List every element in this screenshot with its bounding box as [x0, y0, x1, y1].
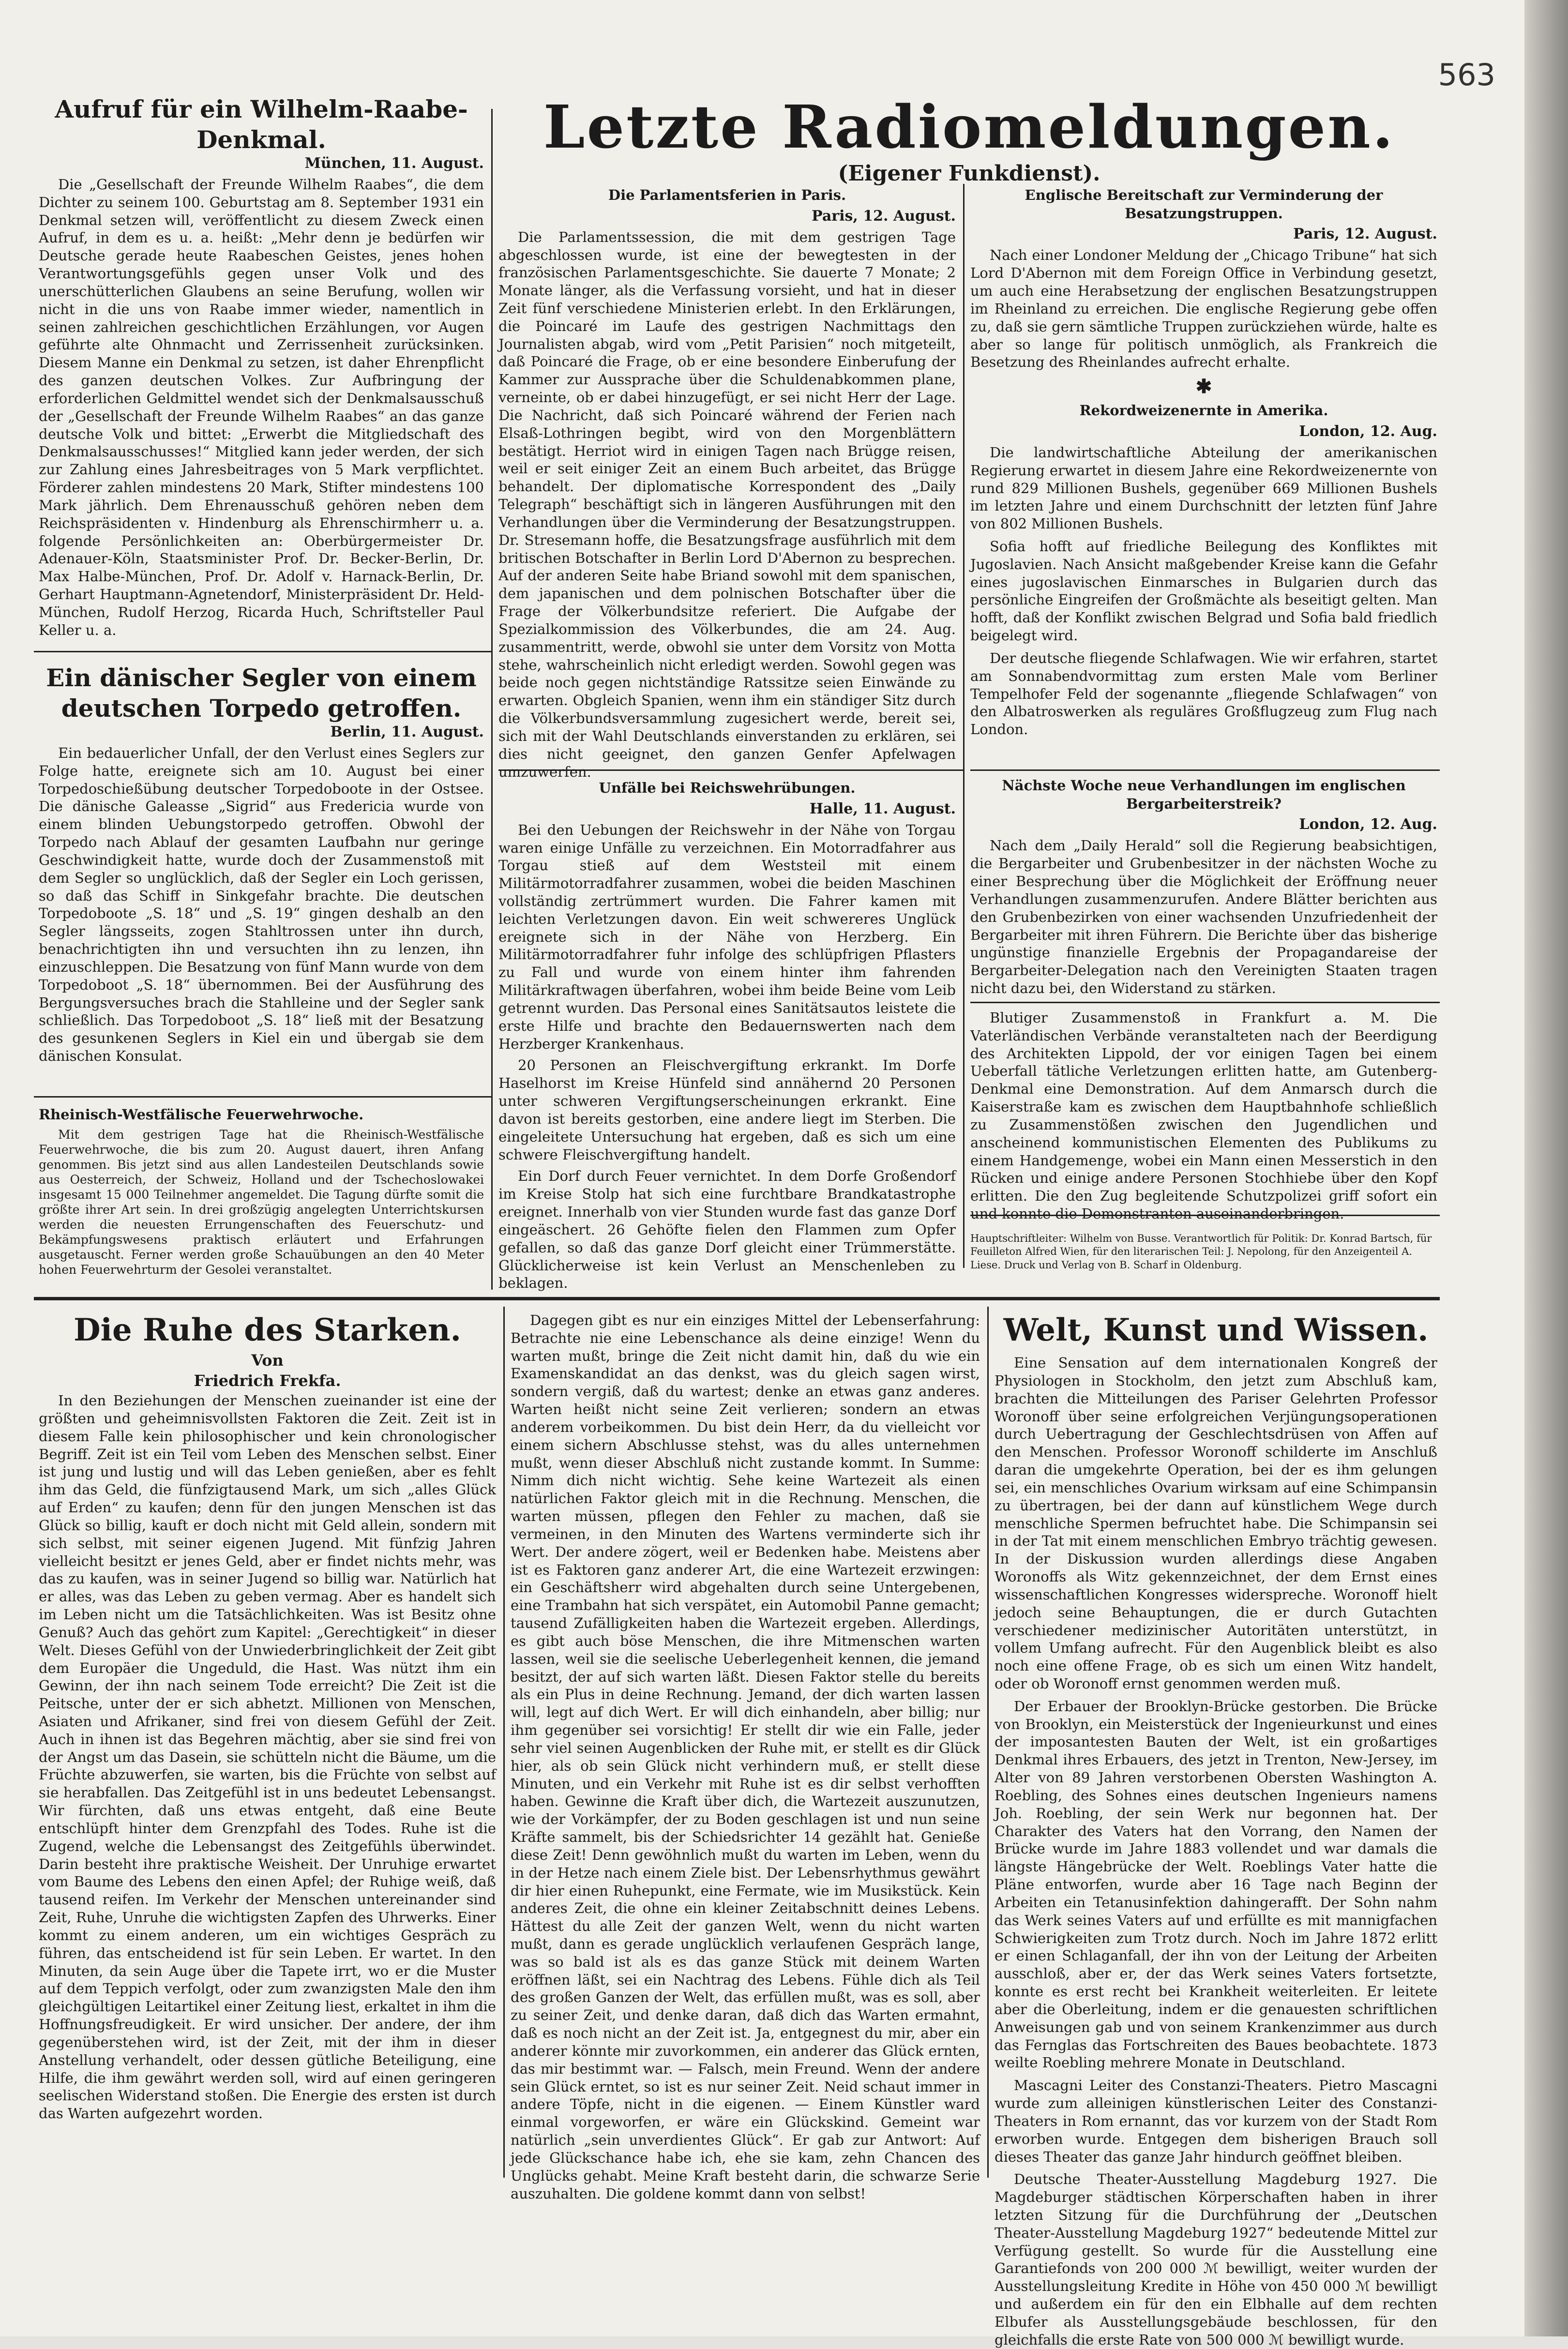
segler-dateline: Berlin, 11. August. [330, 723, 484, 740]
segler-body: Ein bedauerlicher Unfall, der den Verlust eines Seglers zur Folge hatte, ereignete sich am 10. August bei einer Torpedoschießübung deutscher Torpedoboote in der Ostsee. Die dänische Galeasse „Sigrid“ aus Fredericia wurde von einem blinden Uebungstorpedo getroffen. Obwohl der Torpedo nach Ablauf der gesamten Laufbahn nur geringe Geschwindigkeit hatte, wurde doch der Zusammenstoß mit dem Segler so unglücklich, daß der Segler ein Loch gerissen, so daß das Schiff in Sinkgefahr brachte. Die deutschen Torpedoboote „S. 18“ und „S. 19“ gingen deshalb an den Segler längsseits, zogen Stahltrossen unter ihn durch, benachrichtigten ihn und versuchten ihn zu lenzen, ihn einzuschleppen. Die Besatzung von fünf Mann wurde von dem Torpedoboot „S. 18“ übernommen. Bei der Ausführung des Bergungsversuches brach die Stahlleine und der Segler sank schließlich. Das Torpedoboot „S. 18“ ließ mit der Besatzung des gesunkenen Seglers in Kiel ein und übergab sie dem dänischen Konsulat. [39, 745, 484, 1065]
welt-item: Mascagni Leiter des Constanzi-Theaters. Pietro Mascagni wurde zum alleinigen künstlerischen Leiter des Constanzi-Theaters in Rom ernannt, das vor kurzem von der Stadt Rom erworben wurde. Entgegen dem bisherigen Brauch soll dieses Theater das ganze Jahr hindurch geöffnet bleiben. [995, 2077, 1437, 2165]
frankfurt-body: Blutiger Zusammenstoß in Frankfurt a. M. Die Vaterländischen Verbände veranstalteten nach der Beerdigung des Architekten Lippold, der vor einigen Tagen bei einem Ueberfall tätliche Verletzungen erlitten hatte, am Gutenberg-Denkmal eine Demonstration. Auf dem Anmarsch durch die Kaiserstraße kam es zwischen dem Hauptbahnhofe schließlich zu Zusammenstößen zwischen den Jugendlichen und anscheinend kommunistischen Elementen des Publikums zu einem Handgemenge, wobei ein Mann einen Messerstich in den Rücken und einige andere Personen Stochhiebe über den Kopf erlitten. Die den Zug begleitende Schutzpolizei griff sofort ein und konnte die Demonstranten auseinanderbringen. [970, 1009, 1437, 1222]
ruhe-body-2: Dagegen gibt es nur ein einziges Mittel der Lebenserfahrung: Betrachte nie eine Lebenschance als deine einzige! Wenn du warten mußt, bringe die Zeit nicht damit hin, daß du wie ein Examenskandidat an das denkst, was du gleich sagen wirst, sondern vergiß, daß du wartest; denke an etwas ganz anderes. Warten heißt nicht seine Zeit verlieren; sondern an etwas anderem vorbeikommen. Du bist dein Herr, da du vielleicht vor einem sichern Abschlusse stehst, was du alles unternehmen mußt, wenn dieser Abschluß nicht zustande kommt. In Summe: Nimm dich nicht wichtig. Sehe keine Wartezeit als einen natürlichen Faktor gleich mit in die Rechnung. Menschen, die warten müssen, pflegen den Fehler zu machen, daß sie vermeinen, in den Minuten des Wartens verminderte sich ihr Wert. Der andere zögert, weil er Bedenken habe. Meistens aber ist es Faktoren ganz anderer Art, die eine Wartezeit erzwingen: ein Geschäftsherr wird abgehalten durch seine Untergebenen, eine Trambahn hat sich verspätet, ein Automobil Panne gemacht; tausend Zufälligkeiten haben die Wartezeit ergeben. Allerdings, es gibt auch böse Menschen, die ihre Mitmenschen warten lassen, weil sie die seelische Ueberlegenheit kennen, die jemand besitzt, der auf sich warten läßt. Diesen Faktor stelle du bereits als ein Plus in deine Rechnung. Jemand, der dich warten lassen will, legt auf dich Wert. Er will dich einhandeln, aber billig; nur ihm gegenüber sei vorsichtig! Er stellt dir wie ein Falle, jeder sehr viel seinen Augenblicken der Ruhe mit, er stellt es dir Glück hier, als ob sein Glück nicht verhindern muß, er stellt diese Minuten, und ein Verkehr mit Ruhe ist es dir selbst verhofften haben. Gewinne die Kraft über dich, die Wartezeit auszunutzen, wie der Vorkämpfer, der zu Boden geschlagen ist und nun seine Kräfte sammelt, bis der Schiedsrichter 14 gezählt hat. Genieße diese Zeit! Denn gewöhnlich mußt du warten im Leben, wenn du in der Hetze nach einem Ziele bist. Der Lebensrhythmus gewährt dir hier einen Ruhepunkt, eine Fermate, wie im Musikstück. Kein anderes Zeit, die ohne ein kleiner Zeitabschnitt deines Lebens. Hättest du alle Zeit der ganzen Welt, wenn du nicht warten mußt, dann es gerade unglücklich verlaufenen Gespräch lange, was so bald ist als es das ganze Stück mit deinem Warten eröffnen läßt, sei ein Nachtrag des Lebens. Fühle dich als Teil des großen Ganzen der Welt, das erfüllen mußt, was es soll, aber zu seiner Zeit, und denke daran, daß dich das Warten ermahnt, daß es noch nicht an der Zeit ist. Ja, entgegnest du mir, aber ein anderer könnte mir zuvorkommen, ein anderer das Glück ernten, das mir bestimmt war. — Falsch, mein Freund. Wenn der andere sein Glück erntet, so ist es nur seiner Zeit. Neid schaut immer in andere Töpfe, nicht in die eigenen. — Einem Künstler ward einmal vorgeworfen, er wäre ein Glückskind. Gemeint war natürlich „sein unverdientes Glück“. Er gab zur Antwort: Auf jede Glückschance habe ich, ehe sie kam, zehn Chancen des Unglücks gehabt. Meine Kraft besteht darin, die schwarze Serie auszuhalten. Die goldene kommt dann von selbst! [511, 1312, 980, 2202]
imprint [970, 1222, 1437, 1290]
unfaelle-body: Bei den Uebungen der Reichswehr in der Nähe von Torgau waren einige Unfälle zu verzeichnen. Ein Motorradfahrer aus Torgau stieß auf dem Weststeil mit einem Militärmotorradfahrer zusammen, wobei die beiden Maschinen vollständig zertrümmert wurden. Die Fahrer kamen mit leichten Verletzungen davon. Ein weit schwereres Unglück ereignete sich in der Nähe von Herzberg. Ein Militärmotorradfahrer fuhr infolge des schlüpfrigen Pflasters zu Fall und wurde von einem hinter ihm fahrenden Militärkraftwagen überfahren, wobei ihm beide Beine vom Leib getrennt wurden. Das Personal eines Sanitätsautos leistete die erste Hilfe und brachte den Bedauernswerten nach dem Herzberger Krankenhaus. [498, 821, 956, 1052]
welt-headline: Welt, Kunst und Wissen. [1003, 1312, 1429, 1348]
bergarbeiter-dateline: London, 12. Aug. [1299, 816, 1437, 833]
imprint-text: Hauptschriftleiter: Wilhelm von Busse. Verantwortlich für Politik: Dr. Konrad Bartsch, für Feuilleton Alfred Wien, für den literarischen Teil: J. Nepolong, für den Anzeigenteil A. Liese. Druck und Verlag von B. Scharf in Oldenburg. [970, 1233, 1432, 1271]
ruhe-col2 [511, 1311, 980, 2202]
raabe-headline: Aufruf für ein Wilhelm-Raabe-Denkmal. [55, 95, 468, 154]
page-number: 563 [1438, 57, 1495, 92]
radio-subtitle: (Eigener Funkdienst). [838, 161, 1101, 186]
unfaelle-article [498, 779, 956, 1292]
raabe-body: Die „Gesellschaft der Freunde Wilhelm Raabes“, die dem Dichter zu seinem 100. Geburtstag am 8. September 1931 ein Denkmal setzen will, veröffentlicht zu diesem Zweck einen Aufruf, in dem es u. a. heißt: „Mehr denn je bedürfen wir Deutsche gerade heute Raabeschen Geistes, jenes hohen Verantwortungsgefühls gegen unser Volk und des unerschütterlichen Glaubens an seine Berufung, wollen wir nicht in die uns von Raabe immer wieder, namentlich in seinen zahlreichen geschichtlichen Erzählungen, vor Augen geführte alte Ohnmacht und Zerrissenheit zurücksinken. Diesem Manne ein Denkmal zu setzen, ist daher Ehrenpflicht des ganzen deutschen Volkes. Zur Aufbringung der erforderlichen Geldmittel wendet sich der Denkmalsausschuß der „Gesellschaft der Freunde Wilhelm Raabes“ an das ganze deutsche Volk und bittet: „Erwerbt die Mitgliedschaft des Denkmalsausschusses!“ Mitglied kann jeder werden, der sich zur Zahlung eines Jahresbeitrages von 5 Mark verpflichtet. Förderer zahlen mindestens 20 Mark, Stifter mindestens 100 Mark jährlich. Dem Ehrenausschuß gehören neben dem Reichspräsidenten v. Hindenburg als Ehrenschirmherr u. a. folgende Persönlichkeiten an: Oberbürgermeister Dr. Adenauer-Köln, Staatsminister Prof. Dr. Becker-Berlin, Dr. Max Halbe-München, Prof. Dr. Adolf v. Harnack-Berlin, Dr. Gerhart Hauptmann-Agnetendorf, Ministerpräsident Dr. Held-München, Rudolf Herzog, Ricarda Huch, Schriftsteller Paul Keller u. a. [39, 176, 484, 638]
ruhe-col1 [39, 1311, 496, 2178]
ruhe-headline: Die Ruhe des Starken. [74, 1312, 461, 1348]
bergarbeiter-headline: Nächste Woche neue Verhandlungen im englischen Bergarbeiterstreik? [1002, 777, 1406, 812]
ferien-headline: Die Parlamentsferien in Paris. [608, 187, 846, 203]
fleisch-body: 20 Personen an Fleischvergiftung erkrankt. Im Dorfe Haselhorst im Kreise Hünfeld sind annähernd 20 Personen unter schweren Vergiftungserscheinungen erkrankt. Eine davon ist bereits gestorben, eine andere liegt im Sterben. Die eingeleitete Untersuchung hat ergeben, daß es sich um eine schwere Fleischvergiftung handelt. [498, 1057, 956, 1163]
frankfurt-article [970, 1009, 1437, 1222]
feuerwehr-body: Mit dem gestrigen Tage hat die Rheinisch-Westfälische Feuerwehrwoche, die bis zum 20. August dauert, ihren Anfang genommen. Bis jetzt sind aus allen Landesteilen Deutschlands sowie aus Oesterreich, der Schweiz, Holland und der Tschechoslowakei insgesamt 15 000 Teilnehmer angemeldet. Die Tagung dürfte somit die größte ihrer Art sein. In drei großzügig angelegten Unterrichtskursen werden die neuesten Errungenschaften des Feuerschutz- und Bekämpfungswesens praktisch erläutert und Erfahrungen ausgetauscht. Ferner werden große Schauübungen an den 40 Meter hohen Feuerwehrturm der Gesolei veranstaltet. [39, 1127, 484, 1277]
section-rule [970, 769, 1440, 771]
ruhe-body-1: In den Beziehungen der Menschen zueinander ist eine der größten und geheimnisvollsten Faktoren die Zeit. Zeit ist in diesem Falle kein philosophischer und kein chronologischer Begriff. Zeit ist ein Teil vom Leben des Menschen selbst. Einer ist jung und lustig und will das Leben genießen, aber es fehlt ihm das Geld, die fünfzigtausend Mark, um sich „alles Glück auf Erden“ zu kaufen; denn für den jungen Menschen ist das Glück so billig, kauft er doch nicht mit Geld allein, sondern mit sich selbst, mit seiner eigenen Jugend. Mit fünfzig Jahren vielleicht besitzt er jenes Geld, aber er findet nichts mehr, was das zu kaufen, was in seiner Jugend so billig war. Natürlich hat er alles, was das Leben zu geben vermag. Aber es handelt sich im Leben nicht um die Tatsächlichkeiten. Was ist Besitz ohne Genuß? Auch das gehört zum Kapitel: „Gerechtigkeit“ in dieser Welt. Dieses Gefühl von der Unwiederbringlichkeit der Zeit gibt dem Europäer die Ungeduld, die Hast. Was nützt ihm ein Gewinn, der ihn nach seinem Tode erreicht? Die Zeit ist die Peitsche, unter der er sich abhetzt. Millionen von Menschen, Asiaten und Afrikaner, sind frei von diesem Gefühl der Zeit. Auch in ihnen ist das Begehren mächtig, aber sie sind frei von der Angst um das Dasein, sie schütteln nicht die Bäume, um die Früchte abzuwerfen, sie warten, bis die Früchte von selbst auf sie herabfallen. Das Zeitgefühl ist in uns bedeutet Lebensangst. Wir fürchten, daß uns etwas entgeht, daß eine Beute entschlüpft hinter dem Grenzpfahl des Todes. Ruhe ist die Zugend, welche die Lebensangst des Zeitgefühls überwindet. Darin besteht ihre praktische Weisheit. Der Unruhige erwartet vom Baume des Lebens den einen Apfel; der Ruhige weiß, daß tausend reifen. Im Verkehr der Menschen untereinander sind Zeit, Ruhe, Unruhe die wichtigsten Zapfen des Uhrwerks. Einer kommt zu einem anderen, um ein wichtiges Gespräch zu führen, das entscheidend ist für sein Leben. Er wartet. In den Minuten, da sein Auge über die Tapete irrt, wo er die Muster auf dem Teppich verfolgt, oder zum zwanzigsten Male den ihm gleichgültigen Leitartikel einer Zeitung liest, erkaltet in ihm die Hoffnungsfreudigkeit. Er wird unsicher. Der andere, der ihm gegenüberstehen wird, ist der Zeit, mit der ihm in dieser Anstellung verhandelt, oder dessen gütliche Beteiligung, eine Hilfe, die ihm gewährt werden soll, wird auf einen geringeren seelischen Widerstand stoßen. Die Energie des ersten ist durch das Warten aufgezehrt worden. [39, 1392, 496, 2122]
radio-headline: Letzte Radiomeldungen. [543, 92, 1395, 162]
section-rule [34, 1096, 491, 1098]
ruhe-author: Friedrich Frekfa. [194, 1371, 341, 1390]
ferien-dateline: Paris, 12. August. [812, 207, 956, 225]
column-rule [503, 1307, 505, 2178]
weizen-dateline: London, 12. Aug. [1299, 422, 1437, 440]
ruhe-von: Von [251, 1351, 284, 1370]
sofia-body: Sofia hofft auf friedliche Beilegung des Konfliktes mit Jugoslavien. Nach Ansicht maßgebender Kreise kann die Gefahr eines jugoslavischen Einmarsches in Bulgarien durch das persönliche Eingreifen der Großmächte als beseitigt gelten. Man hofft, daß der Konflikt zwischen Belgrad und Sofia bald friedlich beigelegt wird. [970, 538, 1437, 644]
welt-item: Der Erbauer der Brooklyn-Brücke gestorben. Die Brücke von Brooklyn, ein Meisterstück der Ingenieurkunst und eines der imposantesten Bauten der Welt, ist ein großartiges Denkmal ihres Erbauers, des jetzt in Trenton, New-Jersey, im Alter von 89 Jahren verstorbenen Obersten Washington A. Roebling, des Sohnes eines deutschen Ingenieurs namens Joh. Roebling, der sein Werk nur begonnen hat. Der Charakter des Vaters hat den Vorrang, den Namen der Brücke wurde im Jahre 1883 vollendet und war damals die längste Hängebrücke der Welt. Roeblings Vater hatte die Pläne entworfen, wurde aber 16 Tage nach Beginn der Arbeiten ein Tetanusinfektion dahingerafft. Der Sohn nahm das Werk seines Vaters auf und erfüllte es mit mannigfachen Schwierigkeiten zum Trotz durch. Noch im Jahre 1872 erlitt er einen Schlaganfall, der ihn von der Leitung der Arbeiten ausschloß, aber er, der das Werk seines Vaters fortsetzte, konnte es erst recht bei Krankheit weiterleiten. Er leitete aber die Oberleitung, indem er die genauesten schriftlichen Anweisungen gab und von seinem Krankenzimmer aus durch das Fernglas das Fortschreiten des Baues beobachtete. 1873 weilte Roebling mehrere Monate in Deutschland. [995, 1698, 1437, 2071]
page-divider [34, 1297, 1440, 1300]
bereitschaft-article [970, 186, 1437, 765]
feuerwehr-headline: Rheinisch-Westfälische Feuerwehrwoche. [39, 1106, 364, 1123]
unfaelle-dateline: Halle, 11. August. [809, 800, 956, 817]
raabe-dateline: München, 11. August. [304, 155, 484, 172]
section-rule [34, 651, 491, 652]
welt-section [995, 1311, 1437, 2348]
unfaelle-headline: Unfälle bei Reichswehrübungen. [599, 780, 856, 796]
weizen-headline: Rekordweizenernte in Amerika. [1079, 402, 1328, 419]
welt-item: Eine Sensation auf dem internationalen Kongreß der Physiologen in Stockholm, den jetzt zum Abschluß kam, brachten die Mitteilungen des Pariser Gelehrten Professor Woronoff über seine erfolgreichen Verjüngungsoperationen durch Uebertragung der Geschlechtsdrüsen von Affen auf den Menschen. Professor Woronoff schilderte im Anschluß daran die umgekehrte Operation, bei der es ihm gelungen sei, ein menschliches Ovarium wirksam auf eine Schimpansin zu übertragen, bei der dann auf künstlichem Wege durch menschliche Spermen befruchtet habe. Die Schimpansin sei in der Tat mit einem menschlichen Embryo trächtig gewesen. In der Diskussion wurden allerdings diese Angaben Woronoffs als Witz gekennzeichnet, der dem Ernst eines wissenschaftlichen Kongresses widerspreche. Woronoff hielt jedoch seine Behauptungen, die er durch Gutachten verschiedener medizinischer Autoritäten unterstützt, in vollem Umfang aufrecht. Für den Augenblick bleibt es also noch eine offene Frage, ob es sich um einen Witz handelt, oder ob Woronoff ernst genommen werden muß. [995, 1355, 1437, 1692]
segler-headline: Ein dänischer Segler von einem deutschen Torpedo getroffen. [46, 663, 477, 723]
bergarbeiter-body: Nach dem „Daily Herald“ soll die Regierung beabsichtigen, die Bergarbeiter und Grubenbesitzer in der nächsten Woche zu einer Besprechung über die Möglichkeit der Eröffnung neuer Verhandlungen zusammenzurufen. Andere Blätter berichten aus den Grubenbezirken von einer wachsenden Unzufriedenheit der Bergarbeiter mit ihren Führern. Die Berichte über das bisherige ungünstige finanzielle Ergebnis der Propagandareise der Bergarbeiter-Delegation nach den Vereinigten Staaten tragen nicht dazu bei, den Widerstand zu stärken. [970, 837, 1437, 996]
column-rule [987, 1307, 989, 2178]
welt-item: Deutsche Theater-Ausstellung Magdeburg 1927. Die Magdeburger städtischen Körperschaften haben in ihrer letzten Sitzung für die Durchführung der „Deutschen Theater-Ausstellung Magdeburg 1927“ bedeutende Mittel zur Verfügung gestellt. So wurde für die Ausstellung eine Garantiefonds von 200 000 ℳ bewilligt, weiter wurden der Ausstellungsleitung Kredite in Höhe von 450 000 ℳ bewilligt und außerdem ein für den ein Elbhalle auf dem rechten Elbufer als Ausstellungsgebäude beschlossen, für den gleichfalls die erste Rate von 500 000 ℳ bewilligt wurde. [995, 2171, 1437, 2348]
star-separator: ✱ [1195, 375, 1212, 398]
weizen-body: Die landwirtschaftliche Abteilung der amerikanischen Regierung erwartet in diesem Jahre eine Rekordweizenernte von rund 829 Millionen Bushels, gegenüber 669 Millionen Bushels im letzten Jahre und einem Durchschnitt der letzten fünf Jahre von 802 Millionen Bushels. [970, 444, 1437, 532]
bereitschaft-headline: Englische Bereitschaft zur Verminderung der Besatzungstruppen. [1025, 187, 1383, 222]
radio-header [498, 92, 1440, 186]
ferien-article [498, 186, 956, 780]
schlafwagen-body: Der deutsche fliegende Schlafwagen. Wie wir erfahren, startet am Sonnabendvormittag zum ersten Male vom Berliner Tempelhofer Feld der sogenannte „fliegende Schlafwagen“ von den Albatroswerken als reguläres Großflugzeug zum Flug nach London. [970, 649, 1437, 738]
feuerwehr-article [39, 1106, 484, 1290]
bergarbeiter-article [970, 777, 1437, 997]
section-rule [970, 1002, 1440, 1003]
feuer-body: Ein Dorf durch Feuer vernichtet. In dem Dorfe Großendorf im Kreise Stolp hat sich eine furchtbare Brandkatastrophe ereignet. Innerhalb von vier Stunden wurde fast das ganze Dorf eingeäschert. 26 Gehöfte fielen den Flammen zum Opfer gefallen, so daß das ganze Dorf gleicht einer Trümmerstätte. Glücklicherweise ist kein Verlust an Menschenleben zu beklagen. [498, 1168, 956, 1292]
segler-article [39, 663, 484, 1089]
column-rule [963, 184, 965, 1268]
raabe-article [39, 94, 484, 646]
bereitschaft-dateline: Paris, 12. August. [1293, 226, 1437, 243]
ferien-body: Die Parlamentssession, die mit dem gestrigen Tage abgeschlossen wurde, ist eine der bewegtesten in der französischen Parlamentsgeschichte. Sie dauerte 7 Monate; 2 Monate länger, als die Verfassung vorsieht, und hat in dieser Zeit fünf verschiedene Ministerien erlebt. In den Erklärungen, die Poincaré im Laufe des gestrigen Nachmittags den Journalisten abgab, wird vom „Petit Parisien“ noch mitgeteilt, daß Poincaré die Frage, ob er eine besondere Einberufung der Kammer zur Aussprache über die Schuldenabkommen plane, verneinte, ob er dabei hinzugefügt, er sei nicht Herr der Lage. Die Nachricht, daß sich Poincaré während der Ferien nach Elsaß-Lothringen begibt, wird von den Morgenblättern bestätigt. Herriot wird in einigen Tagen nach Brügge reisen, weil er seit einiger Zeit an einem Buch arbeitet, das Brügge behandelt. Der diplomatische Korrespondent des „Daily Telegraph“ beschäftigt sich in längeren Ausführungen mit den Verhandlungen über die Verminderung der Besatzungstruppen. Dr. Stresemann hoffe, die Besatzungsfrage ausführlich mit dem britischen Botschafter in Berlin Lord D'Abernon zu besprechen. Auf der anderen Seite habe Briand sowohl mit dem spanischen, dem japanischen und dem polnischen Botschafter über die Frage der Völkerbundsitze referiert. Die Aufgabe der Spezialkommission des Völkerbundes, die am 24. Aug. zusammentritt, werde, obwohl sie unter dem Vorsitz von Motta stehe, wahrscheinlich nicht erledigt werden. Sowohl gegen was beide noch gegen nichtständige Ratssitze seien Einwände zu erwarten. Obgleich Spanien, wenn ihm ein ständiger Sitz durch die Völkerbundsversammlung zugesichert werde, bereit sei, sich mit der Wahl Deutschlands einverstanden zu erklären, sei dies nicht geeignet, den ganzen Genfer Apfelwagen umzuwerfen. [498, 228, 956, 780]
column-rule [491, 109, 493, 1290]
bereitschaft-body: Nach einer Londoner Meldung der „Chicago Tribune“ hat sich Lord D'Abernon mit dem Foreign Office in Verbindung gesetzt, um auch eine Herabsetzung der englischen Besatzungstruppen im Rheinland zu erreichen. Die englische Regierung gebe offen zu, daß sie gern sämtliche Truppen zurückziehen würde, halte es aber so lange für politisch unmöglich, als Frankreich die Besetzung des Rheinlandes aufrecht erhalte. [970, 247, 1437, 371]
